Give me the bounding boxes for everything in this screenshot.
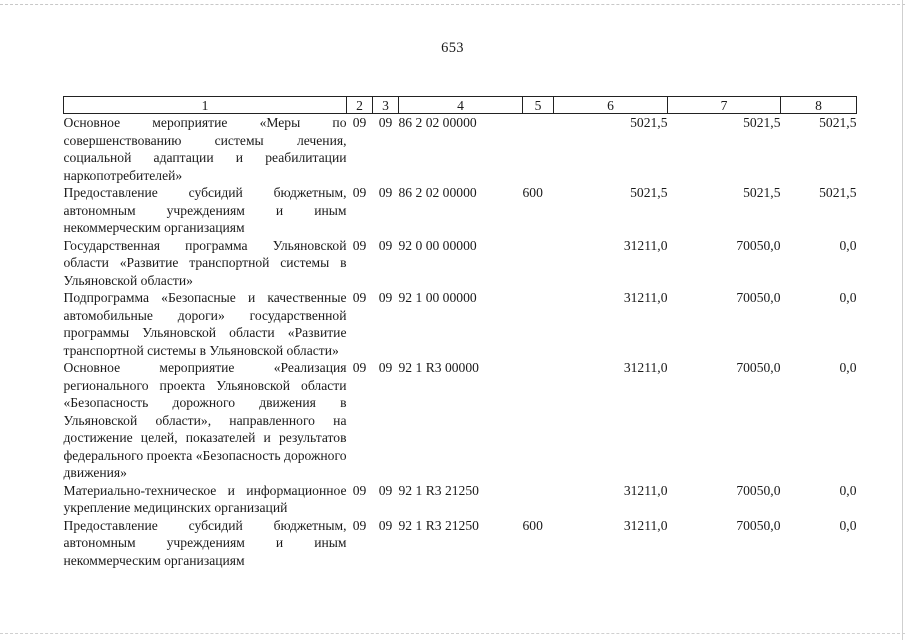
header-cell-vr: 5 <box>523 97 554 114</box>
row-rz: 09 <box>352 482 367 498</box>
header-cell-year1: 6 <box>554 97 668 114</box>
row-year3: 0,0 <box>839 237 857 253</box>
row-rz: 09 <box>352 360 367 375</box>
row-pr: 09 <box>378 237 393 253</box>
row-year3: 5021,5 <box>819 115 857 130</box>
row-vr: 600 <box>522 185 543 200</box>
row-pr: 09 <box>378 185 393 200</box>
header-cell-pr: 3 <box>373 97 399 114</box>
budget-table-wrapper <box>63 96 856 569</box>
row-year2: 70050,0 <box>736 360 781 375</box>
header-cell-csr: 4 <box>399 97 523 114</box>
row-pr: 09 <box>378 517 393 533</box>
row-year1: 31211,0 <box>623 360 668 375</box>
row-name: Основное мероприятие «Меры по совершенствованию системы лечения, социальной адаптации и реабилитации наркопотребителей» <box>63 115 347 183</box>
header-cell-year2: 7 <box>668 97 781 114</box>
row-csr: 92 1 R3 21250 <box>398 517 479 533</box>
row-csr: 86 2 02 00000 <box>398 115 477 130</box>
row-vr <box>523 359 554 482</box>
row-year3: 0,0 <box>839 482 857 498</box>
row-pr: 09 <box>378 290 393 305</box>
row-year2: 5021,5 <box>743 115 781 130</box>
header-row <box>64 97 857 114</box>
row-year3: 0,0 <box>839 517 857 533</box>
row-year3: 5021,5 <box>819 185 857 200</box>
row-year2: 5021,5 <box>743 185 781 200</box>
row-csr: 92 0 00 00000 <box>398 237 477 253</box>
row-vr <box>523 237 554 290</box>
header-cell-year3: 8 <box>781 97 857 114</box>
row-pr: 09 <box>378 482 393 498</box>
row-year2: 70050,0 <box>736 237 781 253</box>
row-name: Материально-техническое и информационное укрепление медицинских организаций <box>63 482 347 515</box>
table-row <box>64 237 857 290</box>
row-rz: 09 <box>352 290 367 305</box>
row-name: Основное мероприятие «Реализация регионального проекта Ульяновской области «Безопасность дорожного движения в Ульяновской области», направленного на достижение целей, показателей и результатов федерального проекта «Безопасность дорожного движения» <box>63 360 347 480</box>
table-row <box>64 359 857 482</box>
scan-edge-bottom <box>0 633 905 634</box>
row-pr: 09 <box>378 115 393 130</box>
scan-edge-right <box>902 0 903 640</box>
row-year1: 31211,0 <box>623 237 668 253</box>
row-vr <box>523 482 554 517</box>
table-row <box>64 114 857 185</box>
row-rz: 09 <box>352 237 367 253</box>
row-year2: 70050,0 <box>736 482 781 498</box>
row-csr: 92 1 00 00000 <box>398 290 477 305</box>
budget-table <box>63 96 857 569</box>
row-csr: 92 1 R3 00000 <box>398 360 479 375</box>
row-csr: 92 1 R3 21250 <box>398 482 479 498</box>
row-year1: 5021,5 <box>630 115 668 130</box>
row-name: Предоставление субсидий бюджетным, автономным учреждениям и иным некоммерческим организациям <box>63 517 347 568</box>
row-year2: 70050,0 <box>736 517 781 533</box>
row-vr: 600 <box>522 517 543 533</box>
table-row <box>64 517 857 570</box>
row-rz: 09 <box>352 185 367 200</box>
row-rz: 09 <box>352 517 367 533</box>
row-name: Предоставление субсидий бюджетным, автономным учреждениям и иным некоммерческим организациям <box>63 185 347 235</box>
row-year1: 31211,0 <box>623 482 668 498</box>
row-year1: 5021,5 <box>630 185 668 200</box>
row-vr <box>523 114 554 185</box>
row-year1: 31211,0 <box>623 290 668 305</box>
table-row <box>64 184 857 237</box>
row-rz: 09 <box>352 115 367 130</box>
row-name: Государственная программа Ульяновской области «Развитие транспортной системы в Ульяновской области» <box>63 237 347 288</box>
row-pr: 09 <box>378 360 393 375</box>
table-row <box>64 289 857 359</box>
row-vr <box>523 289 554 359</box>
header-cell-name: 1 <box>64 97 347 114</box>
row-year1: 31211,0 <box>623 517 668 533</box>
row-name: Подпрограмма «Безопасные и качественные автомобильные дороги» государственной программы Ульяновской области «Развитие транспортной системы в Ульяновской области» <box>63 290 347 358</box>
header-cell-rz: 2 <box>347 97 373 114</box>
scan-edge-top <box>0 4 905 5</box>
row-year3: 0,0 <box>839 360 857 375</box>
row-year2: 70050,0 <box>736 290 781 305</box>
row-csr: 86 2 02 00000 <box>398 185 477 200</box>
page-number: 653 <box>441 40 464 56</box>
row-year3: 0,0 <box>839 290 857 305</box>
table-row <box>64 482 857 517</box>
